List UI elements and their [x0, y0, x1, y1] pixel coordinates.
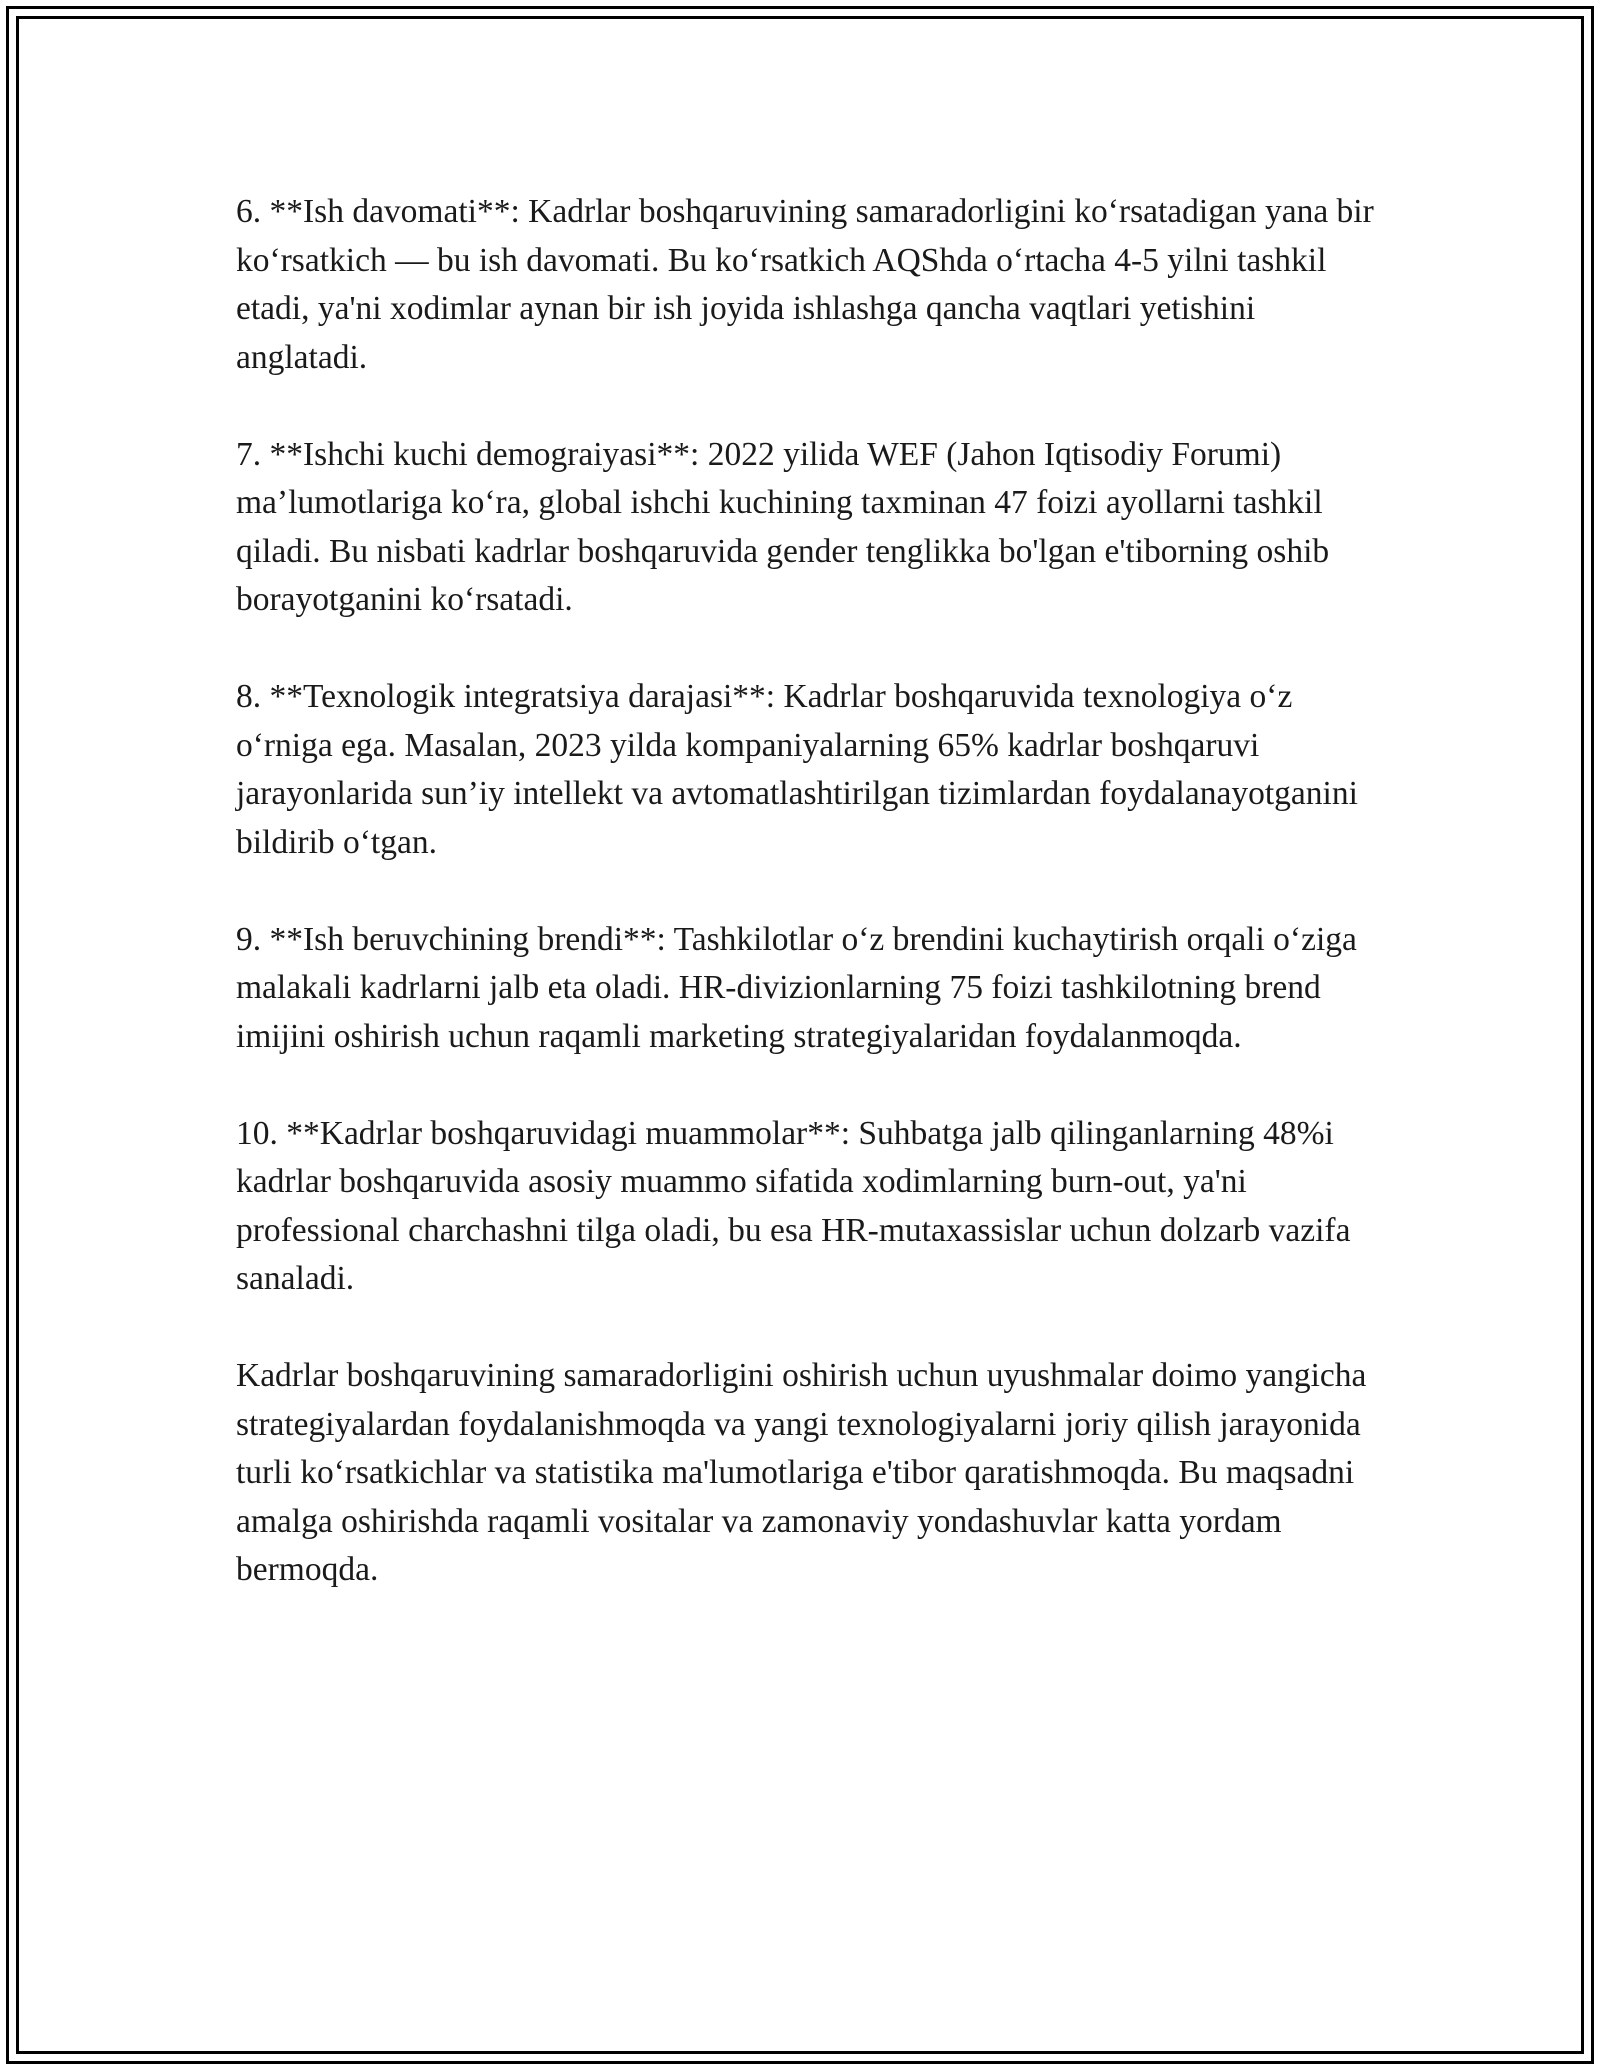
paragraph-item-7: 7. **Ishchi kuchi demograiyasi**: 2022 yilida WEF (Jahon Iqtisodiy Forumi) ma’lumotlariga ko‘ra, global ishchi kuchining taxminan 47 foizi ayollarni tashkil qiladi. Bu nisbati kadrlar boshqaruvida gender tenglikka bo'lgan e'tiborning oshib borayotganini ko‘rsatadi. — [236, 435, 1330, 618]
paragraph-item-10: 10. **Kadrlar boshqaruvidagi muammolar**: Suhbatga jalb qilinganlarning 48%i kadrlar boshqaruvida asosiy muammo sifatida xodimlarning burn-out, ya'ni professional charchashni tilga oladi, bu esa HR-mutaxassislar uchun dolzarb vazifa sanaladi. — [236, 1114, 1351, 1297]
document-body — [236, 188, 1384, 1643]
paragraph-item-6: 6. **Ish davomati**: Kadrlar boshqaruvining samaradorligini ko‘rsatadigan yana bir ko‘rsatkich — bu ish davomati. Bu ko‘rsatkich AQShda o‘rtacha 4-5 yilni tashkil etadi, ya'ni xodimlar aynan bir ish joyida ishlashga qancha vaqtlari yetishini anglatadi. — [236, 193, 1374, 376]
paragraph-item-9: 9. **Ish beruvchining brendi**: Tashkilotlar o‘z brendini kuchaytirish orqali o‘ziga malakali kadrlarni jalb eta oladi. HR-divizionlarning 75 foizi tashkilotning brend imijini oshirish uchun raqamli marketing strategiyalaridan foydalanmoqda. — [236, 920, 1357, 1055]
paragraph-item-8: 8. **Texnologik integratsiya darajasi**: Kadrlar boshqaruvida texnologiya o‘z o‘rniga ega. Masalan, 2023 yilda kompaniyalarning 65% kadrlar boshqaruvi jarayonlarida sun’iy intellekt va avtomatlashtirilgan tizimlardan foydalanayotganini bildirib o‘tgan. — [236, 678, 1358, 861]
paragraph-conclusion: Kadrlar boshqaruvining samaradorligini oshirish uchun uyushmalar doimo yangicha strategiyalardan foydalanishmoqda va yangi texnologiyalarni joriy qilish jarayonida turli ko‘rsatkichlar va statistika ma'lumotlariga e'tibor qaratishmoqda. Bu maqsadni amalga oshirishda raqamli vositalar va zamonaviy yondashuvlar katta yordam bermoqda. — [236, 1357, 1367, 1588]
